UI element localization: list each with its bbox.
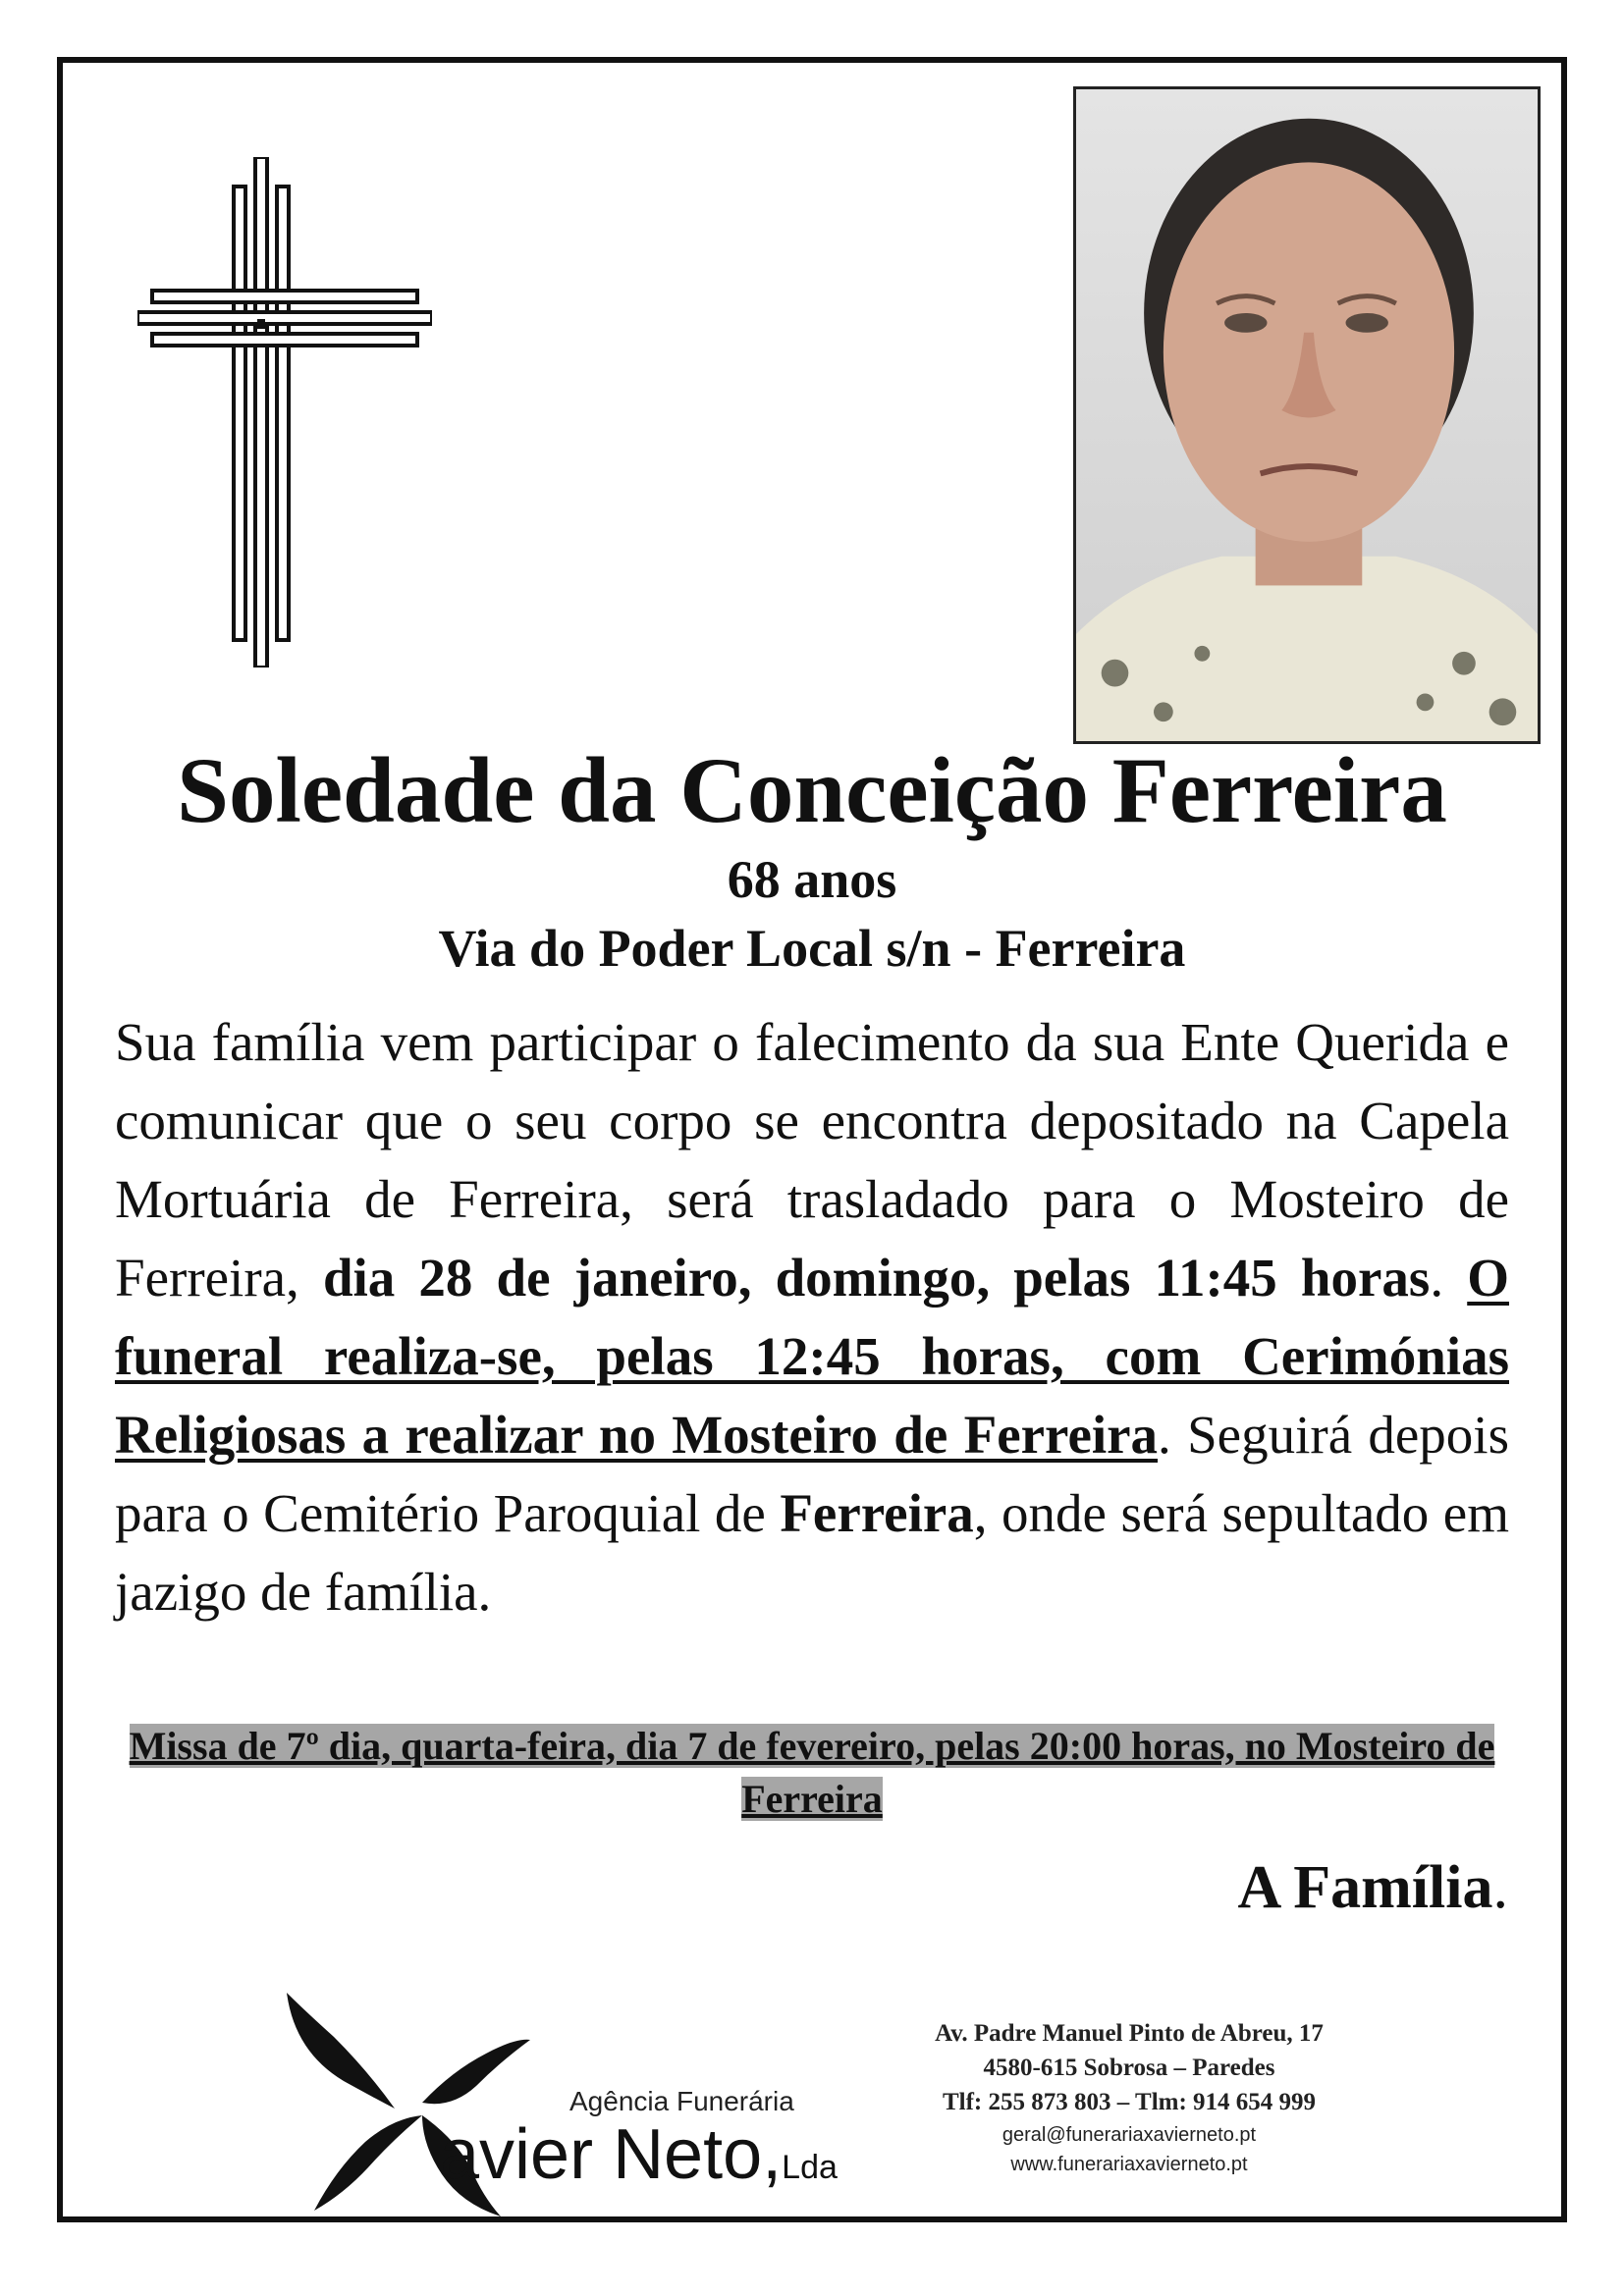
announcement-part: . Seguirá depois para o Cemitério Paroquial de	[115, 1405, 1509, 1543]
announcement-part: .	[1430, 1248, 1468, 1308]
agency-contact	[884, 2016, 1375, 2119]
signature-text: A Família	[1237, 1854, 1493, 1921]
announcement-part: Sua família vem participar o falecimento da sua Ente Querida e comunicar que o seu corpo se encontra depositado na Capela Mortuária de Ferreira, será trasladado para o Mosteiro de Ferreira,	[115, 1012, 1509, 1308]
signature	[1237, 1850, 1508, 1925]
cemetery-location: Ferreira	[780, 1483, 974, 1543]
funeral-details: O funeral realiza-se, pelas 12:45 horas, com Cerimónias Religiosas a realizar no Mosteiro de Ferreira	[115, 1248, 1509, 1465]
agency-website[interactable]: www.funerariaxavierneto.pt	[1010, 2154, 1248, 2175]
missa-text: Missa de 7º dia, quarta-feira, dia 7 de fevereiro, pelas 20:00 horas, no Mosteiro de Ferreira	[129, 1724, 1495, 1821]
announcement-part: , onde será sepultado em jazigo de família.	[115, 1483, 1509, 1622]
signature-dot: .	[1492, 1854, 1508, 1921]
portrait-photo	[1073, 86, 1541, 744]
agency-suffix: Lda	[782, 2149, 838, 2186]
agency-label: Agência Funerária	[569, 2086, 794, 2116]
agency-name-text: avier Neto,	[440, 2115, 783, 2194]
announcement-text	[115, 1003, 1509, 1631]
deceased-age: 68 anos	[727, 850, 897, 909]
agency-phones: Tlf: 255 873 803 – Tlm: 914 654 999	[942, 2089, 1317, 2115]
cross-icon	[137, 157, 432, 667]
deceased-address: Via do Poder Local s/n - Ferreira	[438, 919, 1186, 978]
transfer-date: dia 28 de janeiro, domingo, pelas 11:45 horas	[322, 1248, 1431, 1308]
missa-notice	[115, 1720, 1509, 1826]
agency-email[interactable]: geral@funerariaxavierneto.pt	[1001, 2124, 1257, 2146]
agency-name	[440, 2115, 838, 2207]
agency-address-line1: Av. Padre Manuel Pinto de Abreu, 17	[935, 2020, 1324, 2047]
deceased-name: Soledade da Conceição Ferreira	[177, 738, 1447, 842]
agency-web	[884, 2120, 1375, 2179]
agency-address-line2: 4580-615 Sobrosa – Paredes	[983, 2055, 1275, 2081]
